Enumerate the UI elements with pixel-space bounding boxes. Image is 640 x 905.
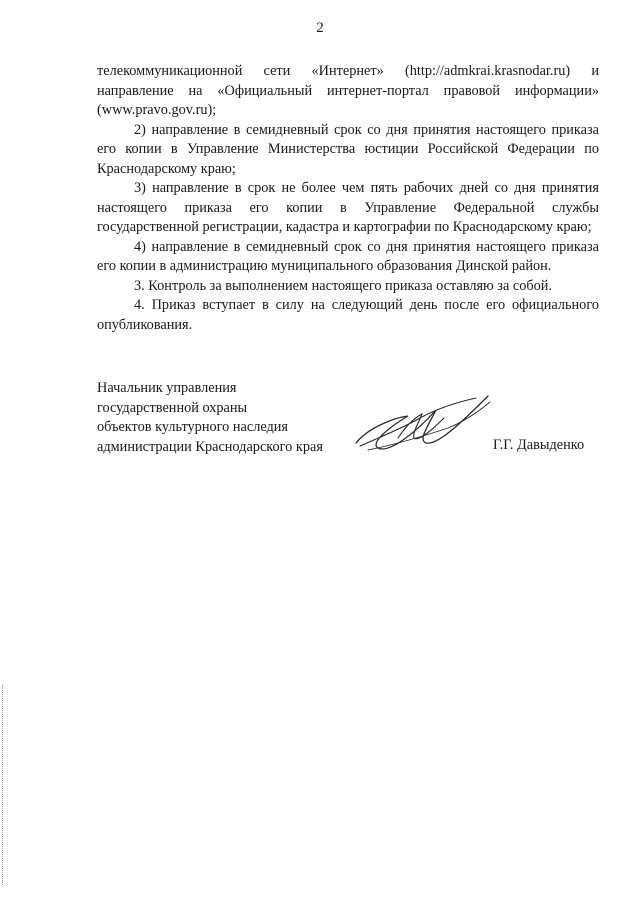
paragraph: телекоммуникационной сети «Интернет» (http://admkrai.krasnodar.ru) и направление на «Официальный интернет-портал правовой информации» (www.pravo.gov.ru); bbox=[97, 63, 599, 118]
position-line: Начальник управления bbox=[97, 380, 237, 396]
paragraph: 4) направление в семидневный срок со дня принятия настоящего приказа его копии в администрацию муниципального образования Динской район. bbox=[97, 238, 599, 274]
position-line: государственной охраны bbox=[97, 399, 248, 416]
scan-margin-mark bbox=[2, 685, 4, 885]
paragraph: 2) направление в семидневный срок со дня принятия настоящего приказа его копии в Управление Министерства юстиции Российской Федерации по Краснодарскому краю; bbox=[97, 121, 599, 177]
position-line: администрации Краснодарского края bbox=[97, 438, 323, 455]
paragraph: 3. Контроль за выполнением настоящего приказа оставляю за собой. bbox=[134, 277, 553, 294]
paragraph: 3) направление в срок не более чем пять рабочих дней со дня принятия настоящего приказа его копии в Управление Федеральной службы государственной регистрации, кадастра и картографии по Краснодарскому краю; bbox=[97, 180, 599, 235]
signatory-position bbox=[97, 379, 377, 457]
document-body bbox=[97, 62, 599, 335]
position-line: объектов культурного наследия bbox=[97, 419, 288, 435]
signer-name: Г.Г. Давыденко bbox=[493, 437, 585, 453]
paragraph: 4. Приказ вступает в силу на следующий день после его официального опубликования. bbox=[97, 297, 599, 333]
handwritten-signature bbox=[348, 388, 498, 458]
page-number: 2 bbox=[316, 20, 324, 36]
